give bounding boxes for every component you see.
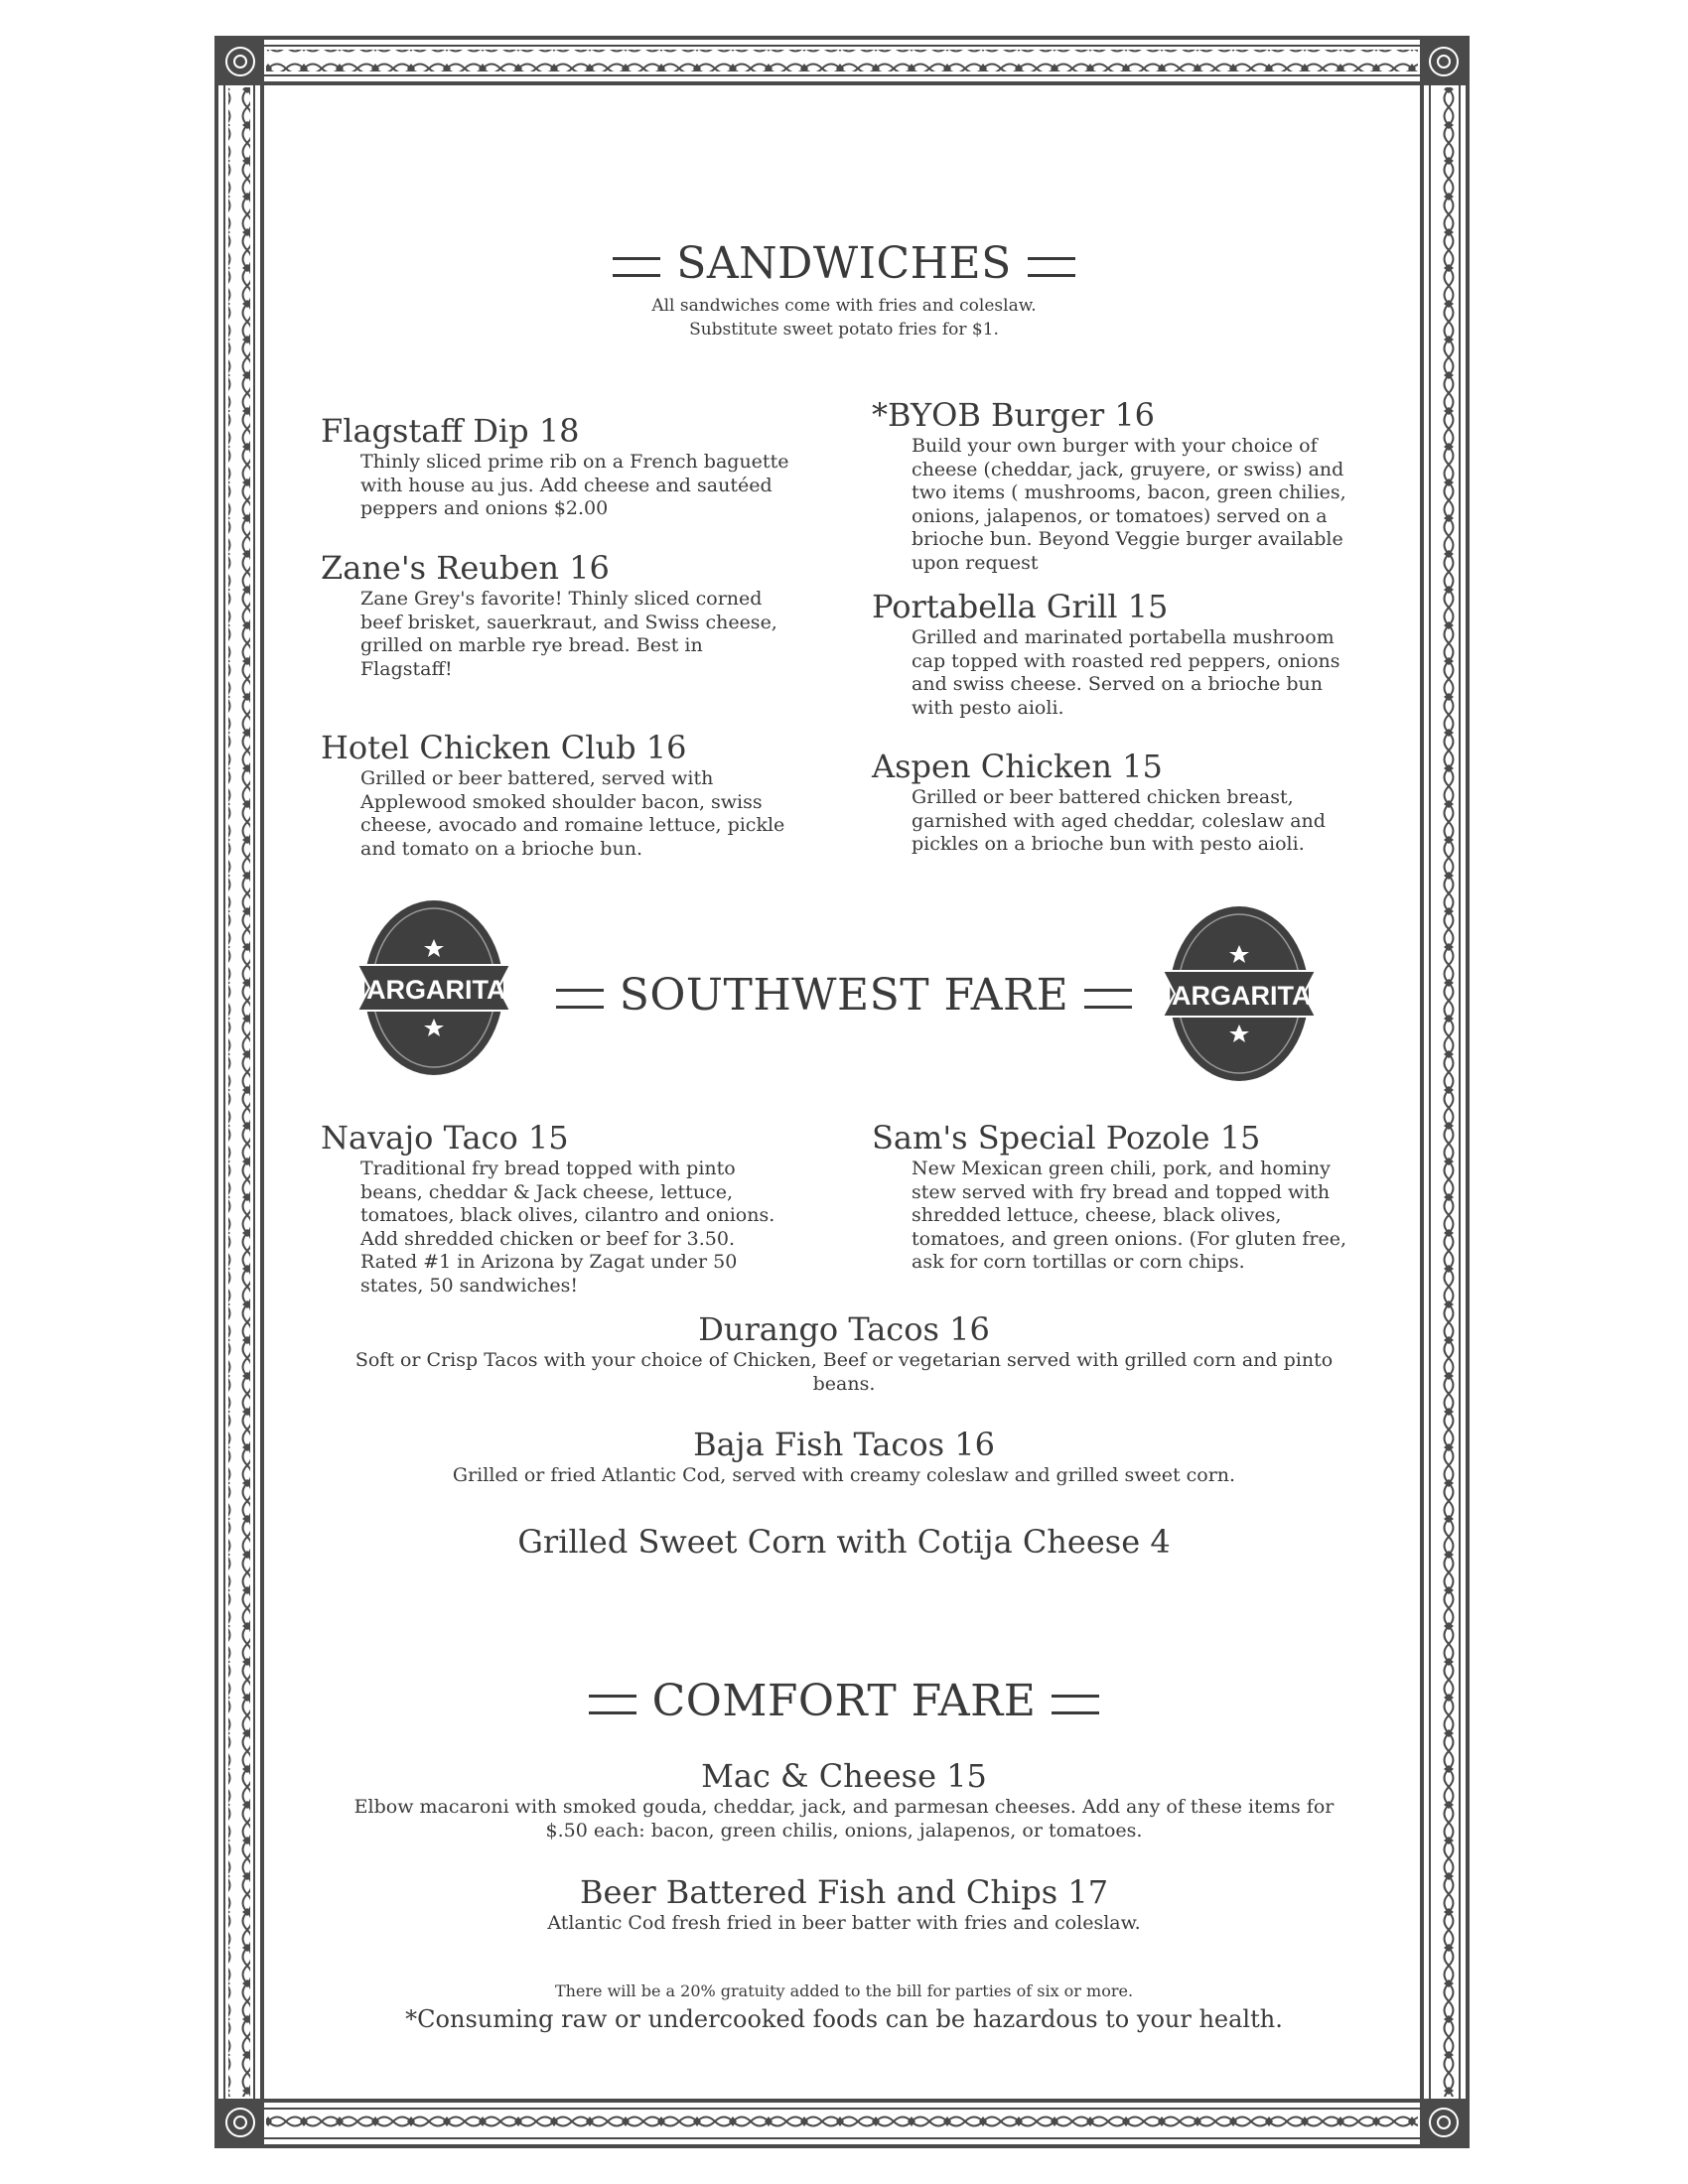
menu-item <box>872 587 1368 720</box>
gratuity-note: There will be a 20% gratuity added to the bill for parties of six or more. <box>554 1981 1134 2000</box>
item-description: Atlantic Cod fresh fried in beer batter with fries and coleslaw. <box>547 1912 1141 1934</box>
item-name: Sam's Special Pozole 15 <box>872 1119 1261 1157</box>
item-name: Grilled Sweet Corn with Cotija Cheese 4 <box>517 1523 1171 1561</box>
subtitle-line: All sandwiches come with fries and coleslaw. <box>651 296 1037 316</box>
item-description: Elbow macaroni with smoked gouda, cheddar, jack, and parmesan cheeses. Add any of these items for $.50 each: bacon, green chilis, onions, jalapenos, or tomatoes. <box>353 1796 1335 1842</box>
item-description: Grilled or beer battered chicken breast, garnished with aged cheddar, coleslaw and pickles on a brioche bun with pesto aioli. <box>912 786 1326 855</box>
item-description: Thinly sliced prime rib on a French baguette with house au jus. Add cheese and sautéed peppers and onions $2.00 <box>360 451 789 519</box>
item-description: Zane Grey's favorite! Thinly sliced corned beef brisket, sauerkraut, and Swiss cheese, grilled on marble rye bread. Best in Flagstaff! <box>360 588 777 680</box>
heading-rule-left <box>556 989 604 1009</box>
badge-text: MARGARITAS <box>350 975 518 1005</box>
menu-item <box>872 747 1368 857</box>
item-description: Soft or Crisp Tacos with your choice of Chicken, Beef or vegetarian served with grilled corn and pinto beans. <box>354 1349 1334 1395</box>
comfort-heading <box>0 1676 1688 1726</box>
menu-item <box>321 1118 797 1297</box>
sandwiches-heading <box>0 238 1688 289</box>
heading-rule-right <box>1084 989 1132 1009</box>
item-name: Zane's Reuben 16 <box>321 549 610 587</box>
comfort-title: COMFORT FARE <box>651 1676 1037 1726</box>
item-name: Mac & Cheese 15 <box>701 1757 987 1795</box>
item-name: Flagstaff Dip 18 <box>321 412 580 450</box>
heading-rule-right <box>1028 257 1075 277</box>
item-description: Grilled or fried Atlantic Cod, served with creamy coleslaw and grilled sweet corn. <box>452 1464 1236 1486</box>
item-description: New Mexican green chili, pork, and hominy stew served with fry bread and topped with shredded lettuce, cheese, black olives, tomatoes, and green onions. (For gluten free, ask for corn tortillas or corn chips. <box>912 1158 1346 1273</box>
item-description: Build your own burger with your choice of cheese (cheddar, jack, gruyere, or swiss) and two items ( mushrooms, bacon, green chilies, onions, jalapenos, or tomatoes) served on a brioche bun. Beyond Veggie burger available upon request <box>912 435 1346 574</box>
menu-item <box>338 1872 1350 1936</box>
southwest-title: SOUTHWEST FARE <box>619 970 1069 1021</box>
menu-item <box>872 395 1378 575</box>
item-name: Baja Fish Tacos 16 <box>693 1426 995 1463</box>
item-description: Traditional fry bread topped with pinto beans, cheddar & Jack cheese, lettuce, tomatoes, black olives, cilantro and onions. Add shredded chicken or beef for 3.50. Rated #1 in Arizona by Zagat under 50 states, 50 sandwiches! <box>360 1158 775 1297</box>
menu-item <box>321 548 797 681</box>
heading-rule-right <box>1052 1695 1099 1714</box>
item-name: Beer Battered Fish and Chips 17 <box>579 1873 1109 1911</box>
item-name: Durango Tacos 16 <box>698 1310 990 1348</box>
menu-item <box>321 411 817 521</box>
item-name: *BYOB Burger 16 <box>872 396 1156 434</box>
health-warning: *Consuming raw or undercooked foods can be hazardous to your health. <box>405 2005 1283 2033</box>
item-name: Aspen Chicken 15 <box>872 748 1163 785</box>
heading-rule-left <box>589 1695 636 1714</box>
item-name: Portabella Grill 15 <box>872 588 1169 625</box>
item-description: Grilled or beer battered, served with Applewood smoked shoulder bacon, swiss cheese, avocado and romaine lettuce, pickle and tomato on a brioche bun. <box>360 767 785 860</box>
menu-item <box>872 1118 1378 1275</box>
menu-item <box>338 1309 1350 1396</box>
item-description: Grilled and marinated portabella mushroom cap topped with roasted red peppers, onions and swiss cheese. Served on a brioche bun with pesto aioli. <box>912 626 1340 719</box>
menu-item <box>338 1425 1350 1488</box>
menu-item <box>338 1756 1350 1843</box>
subtitle-line: Substitute sweet potato fries for $1. <box>689 320 999 340</box>
item-name: Hotel Chicken Club 16 <box>321 729 687 766</box>
item-name: Navajo Taco 15 <box>321 1119 569 1157</box>
southwest-heading <box>0 970 1688 1021</box>
sandwiches-subtitle <box>0 294 1688 341</box>
heading-rule-left <box>613 257 660 277</box>
badge-text: MARGARITAS <box>1155 981 1324 1011</box>
sandwiches-title: SANDWICHES <box>676 238 1012 289</box>
menu-item <box>338 1522 1350 1562</box>
menu-item <box>321 728 817 861</box>
